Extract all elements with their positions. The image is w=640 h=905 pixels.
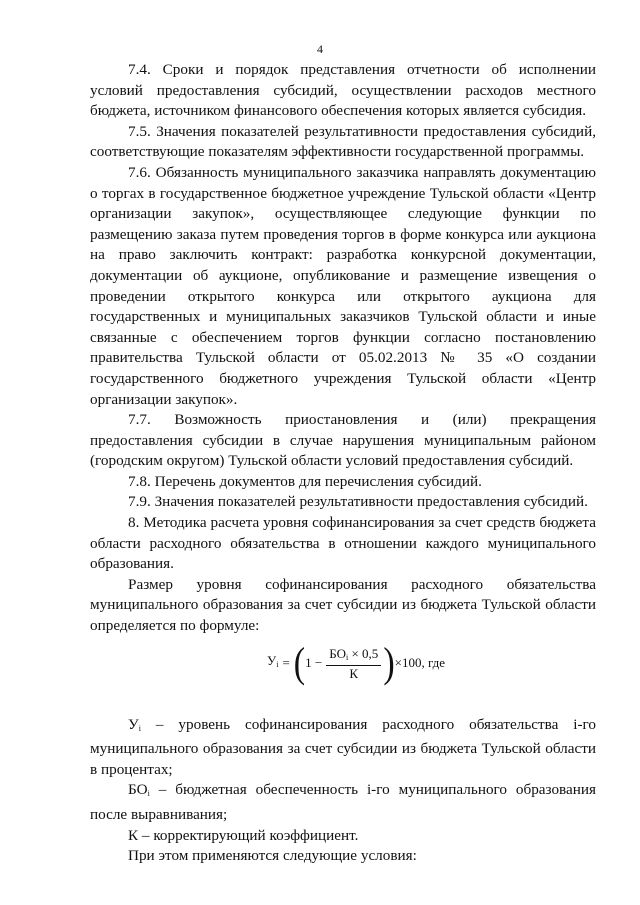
definition-bo-label: $БО_i$ (128, 781, 150, 799)
formula-lhs: $У_i$ (267, 653, 279, 670)
formula-eq: = (282, 655, 290, 671)
paragraph-conditions: При этом применяются следующие условия: (128, 847, 417, 865)
formula-one-minus: 1 − (305, 655, 323, 671)
definition-bo: $БО_i$ – бюджетная обеспеченность i-го муниципального образования после выравнивания; (90, 781, 596, 823)
paragraph-7-8: 7.8. Перечень документов для перечисления субсидий. (128, 472, 482, 490)
definition-y: $У_i$ – уровень софинансирования расходного обязательства i-го муниципального образования за счет субсидии из бюджета Тульской области в процентах; (90, 715, 596, 778)
page-number: 4 (317, 42, 323, 56)
definition-k: К – корректирующий коэффициент. (128, 826, 359, 844)
paragraph-8: 8. Методика расчета уровня софинансирования за счет средств бюджета области расходного обязательства в отношении каждого муниципального образования. (90, 514, 596, 573)
definition-y-label: $У_i$ (128, 715, 141, 733)
cofinancing-formula (267, 639, 596, 687)
formula-close-paren: ) (383, 639, 395, 687)
formula-numerator: $БО_i \times 0,5$ (326, 646, 381, 666)
paragraph-7-6: 7.6. Обязанность муниципального заказчика направлять документацию о торгах в государственное бюджетное учреждение Тульской области «Центр организации закупок», осуществляющее следующие функции по размещению заказа путем проведения торгов в форме конкурса или аукциона на право заключить контракт: разработка конкурсной документации, документации об аукционе, опубликование и размещение извещения о проведении открытого конкурса или открытого аукциона для государственных и муниципальных заказчиков Тульской области и иные связанные с обеспечением торгов функции согласно постановлению правительства Тульской области от 05.02.2013 № 35 «О создании государственного бюджетного учреждения Тульской области «Центр организации закупок». (90, 163, 596, 408)
paragraph-7-5: 7.5. Значения показателей результативности предоставления субсидий, соответствующие показателям эффективности государственной программы. (90, 122, 596, 161)
paragraph-7-7: 7.7. Возможность приостановления и (или) прекращения предоставления субсидии в случае нарушения муниципальным районом (городским округом) Тульской области условий предоставления субсидий. (90, 411, 596, 470)
paragraph-formula-intro: Размер уровня софинансирования расходного обязательства муниципального образования за счет субсидии из бюджета Тульской области определяется по формуле: (90, 575, 596, 635)
formula-fraction (326, 646, 381, 681)
formula-denominator: К (349, 666, 359, 682)
paragraph-7-4: 7.4. Сроки и порядок представления отчетности об исполнении условий предоставления субсидий, осуществлении расходов местного бюджета, источником финансового обеспечения которых является субсидия. (90, 61, 596, 120)
formula-tail: ×100, где (394, 655, 446, 671)
document-body (90, 60, 596, 867)
paragraph-7-9: 7.9. Значения показателей результативности предоставления субсидий. (128, 493, 588, 511)
formula-open-paren: ( (293, 639, 306, 687)
